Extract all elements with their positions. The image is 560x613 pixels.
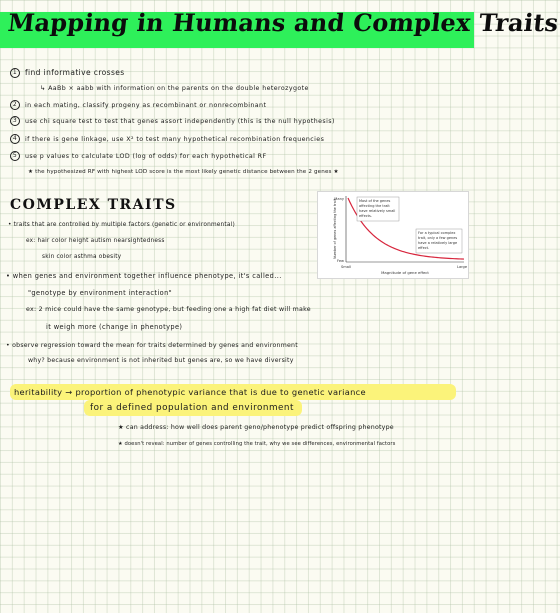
step-number: 4: [10, 134, 20, 144]
step-text: in each mating, classify progeny as recombinant or nonrecombinant: [25, 102, 267, 109]
x-tick-small: Small: [341, 265, 351, 269]
x-tick-large: Large: [456, 265, 468, 269]
y-tick-many: Many: [334, 197, 344, 201]
gene-effect-chart: [317, 191, 469, 279]
gxe-example-2: it weigh more (change in phenotype): [46, 323, 183, 331]
step-3: [10, 116, 335, 126]
chart-svg: [318, 192, 468, 278]
examples-row-2: skin color asthma obesity: [42, 254, 122, 260]
page-title: Mapping in Humans and Complex Traits: [6, 8, 560, 37]
step-text: use p values to calculate LOD (log of odds) for each hypothetical RF: [25, 153, 267, 160]
annotation-bottom-line: For a typical complex: [418, 231, 456, 235]
gxe-term: "genotype by environment interaction": [28, 289, 173, 297]
step-text: ↳ AaBb × aabb with information on the parents on the double heterozygote: [40, 85, 309, 92]
heritability-scope: for a defined population and environment: [90, 403, 294, 413]
step-5: [10, 151, 266, 161]
annotation-top-line: effects.: [359, 214, 372, 218]
step-number: 1: [10, 68, 20, 78]
gxe-intro: • when genes and environment together influence phenotype, it's called...: [6, 272, 282, 280]
complex-definition: • traits that are controlled by multiple factors (genetic or environmental): [8, 222, 235, 228]
annotation-bottom-line: have a relatively large: [418, 241, 458, 245]
section-heading: COMPLEX TRAITS: [10, 197, 177, 213]
examples-row-1: ex: hair color height autism nearsightedness: [26, 238, 165, 244]
step-1: [10, 68, 125, 78]
step-text: find informative crosses: [25, 68, 125, 77]
step-1-detail: [40, 85, 309, 92]
regression-line-1: • observe regression toward the mean for traits determined by genes and environment: [6, 342, 298, 349]
heritability-can: ★ can address: how well does parent geno/phenotype predict offspring phenotype: [118, 424, 394, 431]
gxe-example-1: ex: 2 mice could have the same genotype, but feeding one a high fat diet will make: [26, 306, 311, 313]
regression-line-2: why? because environment is not inherited but genes are, so we have diversity: [28, 357, 294, 364]
x-axis-label: Magnitude of gene effect: [381, 270, 429, 275]
y-axis-label: Number of genes affecting the trait: [333, 198, 337, 260]
step-2: [10, 100, 266, 110]
step-text: if there is gene linkage, use X² to test many hypothetical recombination frequencies: [25, 136, 325, 143]
heritability-definition: heritability → proportion of phenotypic variance that is due to genetic variance: [14, 387, 366, 397]
annotation-bottom-line: trait, only a few genes: [418, 236, 458, 240]
annotation-top-line: Most of the genes: [359, 199, 391, 203]
step-number: 5: [10, 151, 20, 161]
step-text: ★ the hypothesized RF with highest LOD score is the most likely genetic distance between the 2 genes ★: [28, 169, 339, 175]
step-4: [10, 134, 324, 144]
step-number: 3: [10, 116, 20, 126]
heritability-cannot: ★ doesn't reveal: number of genes controlling the trait, why we see differences, environmental factors: [118, 441, 396, 447]
step-number: 2: [10, 100, 20, 110]
step-text: use chi square test to test that genes assort independently (this is the null hypothesis): [25, 118, 335, 125]
y-tick-few: Few: [336, 259, 344, 263]
annotation-bottom-line: effect.: [418, 246, 430, 250]
step-conclusion: [28, 169, 339, 175]
annotation-top-line: have relatively small: [359, 209, 396, 213]
annotation-top-line: affecting the trait: [359, 204, 390, 208]
